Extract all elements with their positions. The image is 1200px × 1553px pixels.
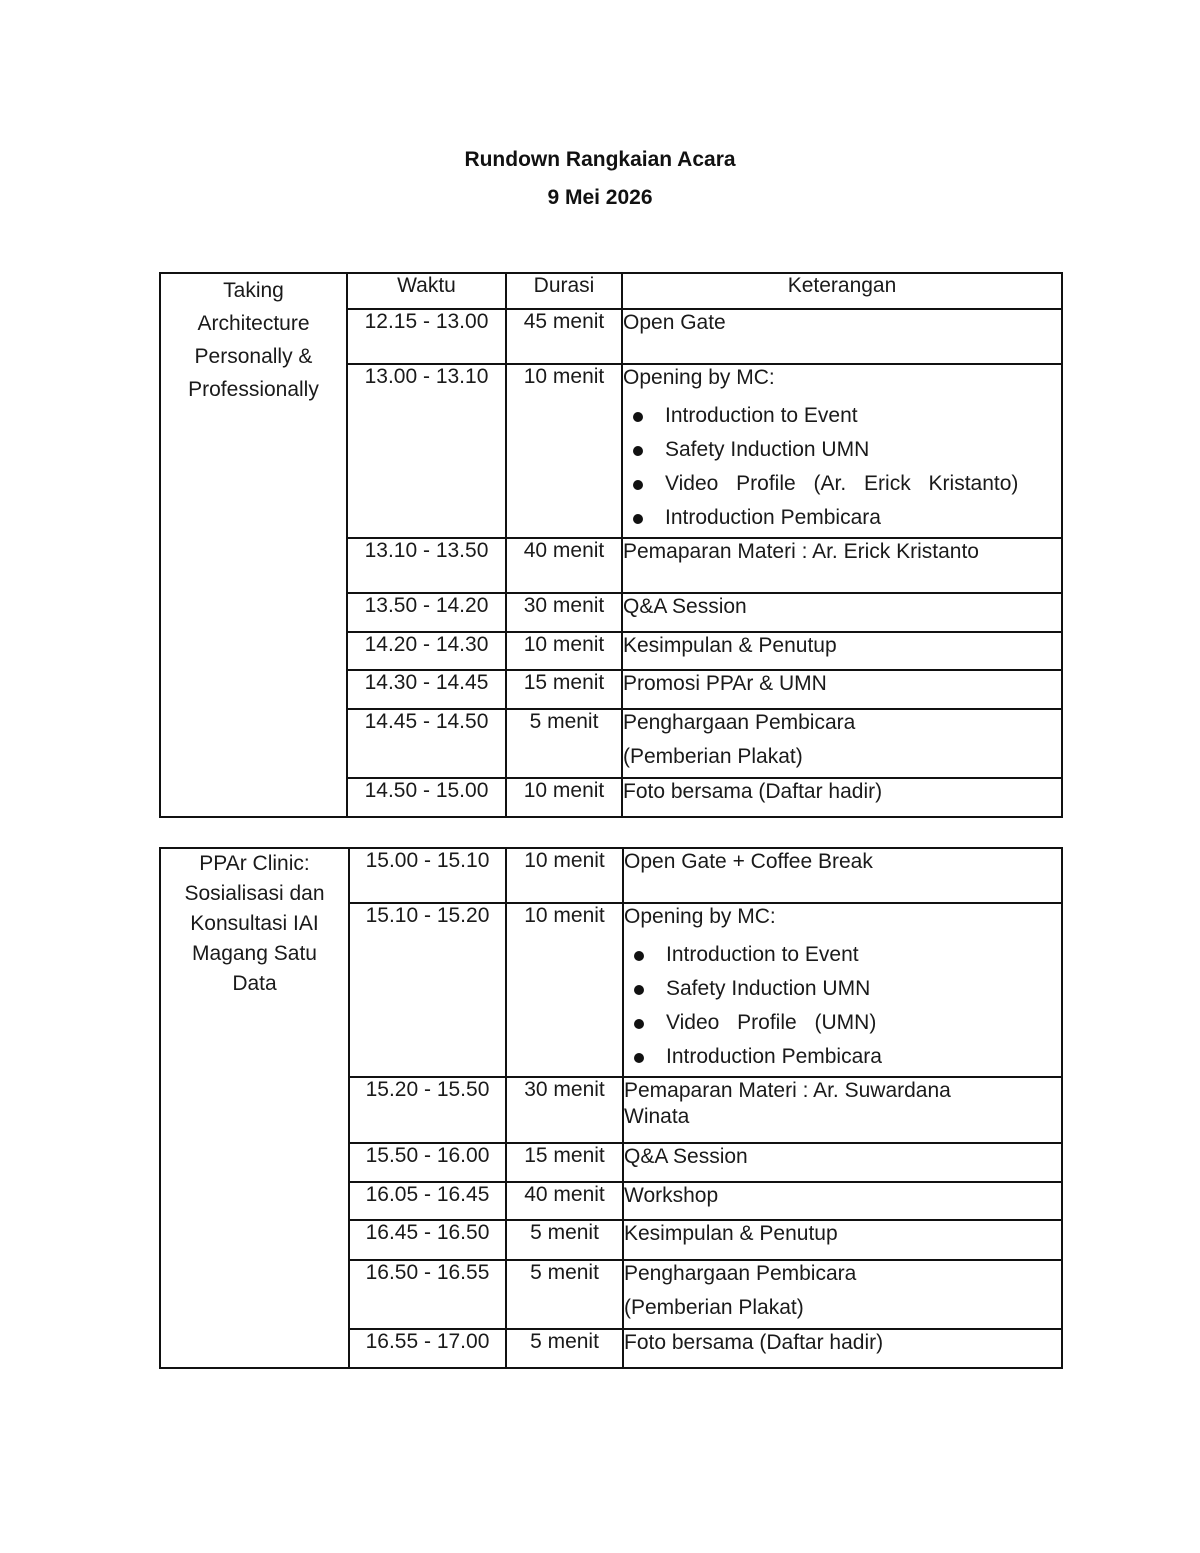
duration-cell: 30 menit xyxy=(506,593,622,632)
session-name-line: Personally & xyxy=(194,345,313,368)
description-subtext: (Pemberian Plakat) xyxy=(623,745,803,768)
list-item: Introduction to Event xyxy=(623,399,1061,433)
description-cell: Foto bersama (Daftar hadir) xyxy=(623,1329,1062,1368)
duration-cell: 5 menit xyxy=(506,709,622,778)
list-item: Introduction Pembicara xyxy=(624,1040,1061,1074)
time-cell: 15.20 - 15.50 xyxy=(349,1077,506,1143)
session-name-cell xyxy=(160,273,347,817)
duration-cell: 10 menit xyxy=(506,848,623,903)
duration-cell: 10 menit xyxy=(506,632,622,670)
duration-cell: 5 menit xyxy=(506,1329,623,1368)
session-name-line: Professionally xyxy=(188,378,319,401)
list-item: Safety Induction UMN xyxy=(624,972,1061,1006)
session-name-line: Sosialisasi dan xyxy=(184,882,325,905)
description-cell xyxy=(622,709,1062,778)
time-cell: 15.10 - 15.20 xyxy=(349,903,506,1077)
description-cell: Pemaparan Materi : Ar. Suwardana Winata xyxy=(623,1077,1062,1143)
description-text: Opening by MC: xyxy=(624,905,776,928)
duration-cell: 15 menit xyxy=(506,1143,623,1182)
time-cell: 16.55 - 17.00 xyxy=(349,1329,506,1368)
description-cell xyxy=(622,364,1062,538)
description-cell: Kesimpulan & Penutup xyxy=(622,632,1062,670)
description-text: Penghargaan Pembicara xyxy=(623,711,856,734)
time-cell: 15.50 - 16.00 xyxy=(349,1143,506,1182)
schedule-table-2 xyxy=(159,847,1063,1369)
session-name-line: Magang Satu xyxy=(192,942,317,965)
time-cell: 16.45 - 16.50 xyxy=(349,1220,506,1260)
time-cell: 15.00 - 15.10 xyxy=(349,848,506,903)
description-subtext: (Pemberian Plakat) xyxy=(624,1296,804,1319)
session-name-line: PPAr Clinic: xyxy=(199,852,310,875)
duration-cell: 45 menit xyxy=(506,309,622,364)
session-name-line: Konsultasi IAI xyxy=(190,912,319,935)
session-name-line: Taking xyxy=(223,279,284,302)
list-item: Introduction Pembicara xyxy=(623,501,1061,535)
duration-cell: 40 menit xyxy=(506,538,622,593)
time-cell: 16.05 - 16.45 xyxy=(349,1182,506,1220)
time-cell: 12.15 - 13.00 xyxy=(347,309,506,364)
description-cell: Pemaparan Materi : Ar. Erick Kristanto xyxy=(622,538,1062,593)
description-text: Opening by MC: xyxy=(623,366,775,389)
duration-cell: 10 menit xyxy=(506,903,623,1077)
time-cell: 14.30 - 14.45 xyxy=(347,670,506,709)
description-cell: Promosi PPAr & UMN xyxy=(622,670,1062,709)
duration-cell: 40 menit xyxy=(506,1182,623,1220)
list-item: Video Profile (Ar. Erick Kristanto) xyxy=(623,467,1061,501)
bullet-list xyxy=(624,938,1061,1074)
duration-cell: 10 menit xyxy=(506,778,622,817)
session-name-line: Architecture xyxy=(197,312,310,335)
duration-cell: 10 menit xyxy=(506,364,622,538)
time-cell: 14.20 - 14.30 xyxy=(347,632,506,670)
description-cell: Q&A Session xyxy=(623,1143,1062,1182)
description-cell: Q&A Session xyxy=(622,593,1062,632)
duration-cell: 15 menit xyxy=(506,670,622,709)
time-cell: 13.00 - 13.10 xyxy=(347,364,506,538)
duration-cell: 5 menit xyxy=(506,1260,623,1329)
time-cell: 14.45 - 14.50 xyxy=(347,709,506,778)
document-title: Rundown Rangkaian Acara xyxy=(464,148,736,171)
description-cell xyxy=(623,1260,1062,1329)
session-name-cell xyxy=(160,848,349,1368)
table-row xyxy=(160,848,1062,903)
description-cell xyxy=(623,903,1062,1077)
column-header-waktu: Waktu xyxy=(347,273,506,309)
description-text: Penghargaan Pembicara xyxy=(624,1262,857,1285)
description-cell: Kesimpulan & Penutup xyxy=(623,1220,1062,1260)
description-cell: Open Gate xyxy=(622,309,1062,364)
time-cell: 14.50 - 15.00 xyxy=(347,778,506,817)
description-cell: Open Gate + Coffee Break xyxy=(623,848,1062,903)
table-header-row xyxy=(160,273,1062,309)
time-cell: 13.10 - 13.50 xyxy=(347,538,506,593)
description-cell: Workshop xyxy=(623,1182,1062,1220)
column-header-keterangan: Keterangan xyxy=(622,273,1062,309)
time-cell: 16.50 - 16.55 xyxy=(349,1260,506,1329)
schedule-table-1 xyxy=(159,272,1063,818)
list-item: Video Profile (UMN) xyxy=(624,1006,1061,1040)
duration-cell: 30 menit xyxy=(506,1077,623,1143)
document-date: 9 Mei 2026 xyxy=(547,186,653,209)
time-cell: 13.50 - 14.20 xyxy=(347,593,506,632)
description-cell: Foto bersama (Daftar hadir) xyxy=(622,778,1062,817)
session-name-line: Data xyxy=(232,972,277,995)
duration-cell: 5 menit xyxy=(506,1220,623,1260)
bullet-list xyxy=(623,399,1061,535)
column-header-durasi: Durasi xyxy=(506,273,622,309)
list-item: Introduction to Event xyxy=(624,938,1061,972)
list-item: Safety Induction UMN xyxy=(623,433,1061,467)
